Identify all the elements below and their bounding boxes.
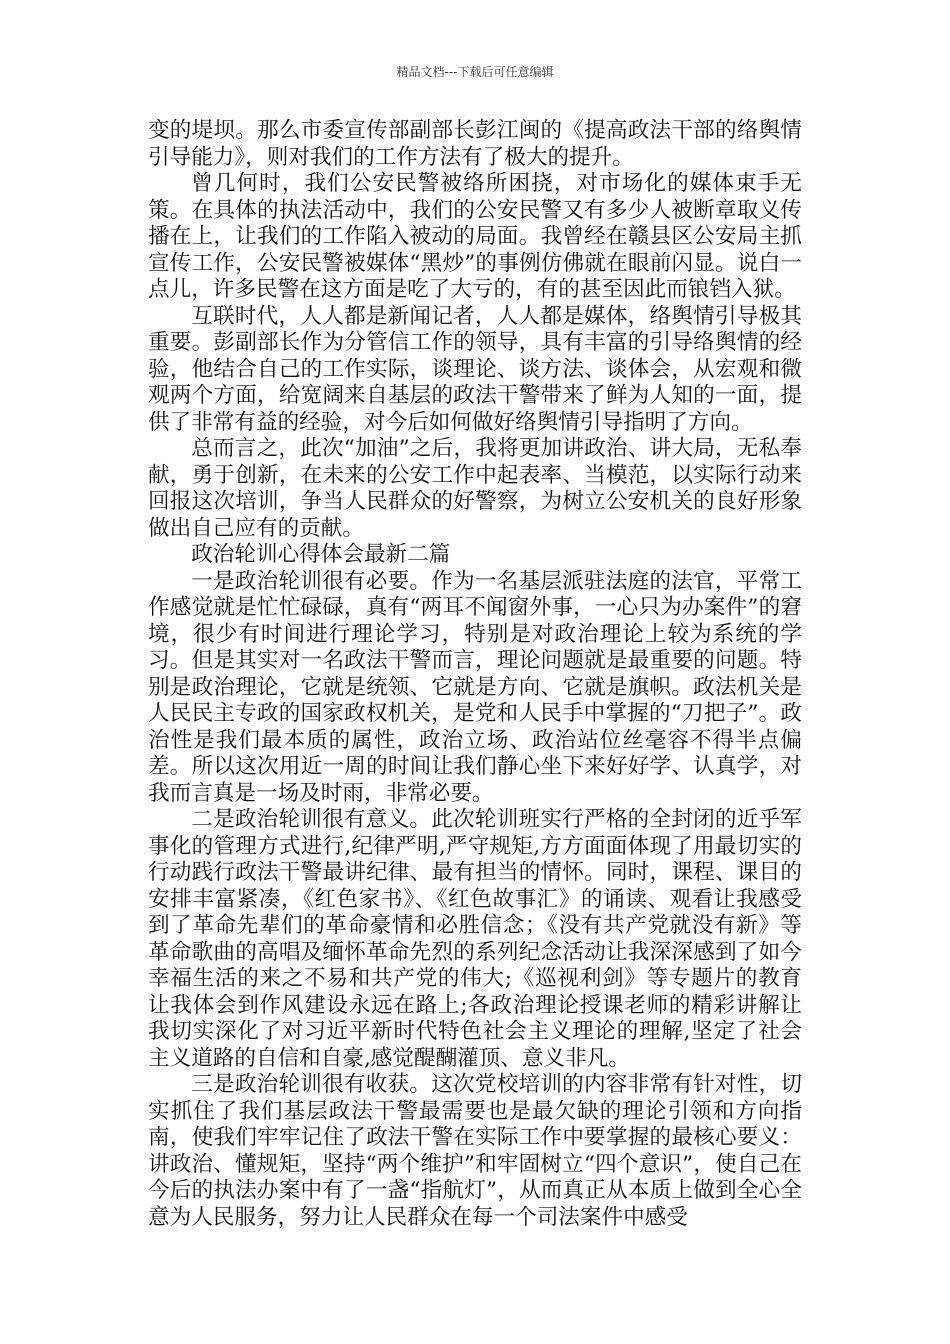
paragraph-4: 总而言之，此次“加油”之后，我将更加讲政治、讲大局，无私奉献，勇于创新，在未来的公安工作中起表率、当模范，以实际行动来回报这次培训，争当人民群众的好警察，为树立公安机关的良好形象做出自己应有的贡献。 (148, 436, 802, 541)
paragraph-3: 互联时代，人人都是新闻记者，人人都是媒体，络舆情引导极其重要。彭副部长作为分管信工作的领导，具有丰富的引导络舆情的经验，他结合自己的工作实际，谈理论、谈方法、谈体会，从宏观和微观两个方面，给宽阔来自基层的政法干警带来了鲜为人知的一面，提供了非常有益的经验，对今后如何做好络舆情引导指明了方向。 (148, 303, 802, 435)
paragraph-1: 变的堤坝。那么市委宣传部副部长彭江闽的《提高政法干部的络舆情引导能力》，则对我们的工作方法有了极大的提升。 (148, 118, 802, 170)
paragraph-6: 二是政治轮训很有意义。此次轮训班实行严格的全封闭的近乎军事化的管理方式进行,纪律严明,严守规矩,方方面面体现了用最切实的行动践行政法干警最讲纪律、最有担当的情怀。同时，课程、课目的安排丰富紧凑，《红色家书》、《红色故事汇》的诵读、观看让我感受到了革命先辈们的革命豪情和必胜信念；《没有共产党就没有新》等革命歌曲的高唱及缅怀革命先烈的系列纪念活动让我深深感到了如今幸福生活的来之不易和共产党的伟大;《巡视利剑》等专题片的教育让我体会到作风建设永远在路上;各政治理论授课老师的精彩讲解让我切实深化了对习近平新时代特色社会主义理论的理解,坚定了社会主义道路的自信和自豪,感觉醍醐灌顶、意义非凡。 (148, 807, 802, 1071)
paragraph-5: 一是政治轮训很有必要。作为一名基层派驻法庭的法官，平常工作感觉就是忙忙碌碌，真有“两耳不闻窗外事，一心只为办案件”的窘境，很少有时间进行理论学习，特别是对政治理论上较为系统的学习。但是其实对一名政法干警而言，理论问题就是最重要的问题。特别是政治理论，它就是统领、它就是方向、它就是旗帜。政法机关是人民民主专政的国家政权机关，是党和人民手中掌握的“刀把子”。政治性是我们最本质的属性，政治立场、政治站位丝毫容不得半点偏差。所以这次用近一周的时间让我们静心坐下来好好学、认真学，对我而言真是一场及时雨，非常必要。 (148, 568, 802, 806)
page-header: 精品文档---下载后可任意编辑 (396, 65, 554, 79)
section-heading: 政治轮训心得体会最新二篇 (191, 542, 451, 567)
paragraph-7: 三是政治轮训很有收获。这次党校培训的内容非常有针对性，切实抓住了我们基层政法干警最需要也是最欠缺的理论引领和方向指南，使我们牢牢记住了政法干警在实际工作中要掌握的最核心要义：讲政治、懂规矩，坚持“两个维护”和牢固树立“四个意识”，使自己在今后的执法办案中有了一盏“指航灯”，从而真正从本质上做到全心全意为人民服务，努力让人民群众在每一个司法案件中感受 (148, 1072, 802, 1230)
paragraph-2: 曾几何时，我们公安民警被络所困挠，对市场化的媒体束手无策。在具体的执法活动中，我们的公安民警又有多少人被断章取义传播在上，让我们的工作陷入被动的局面。我曾经在赣县区公安局主抓宣传工作，公安民警被媒体“黑炒”的事例仿佛就在眼前闪显。说白一点儿，许多民警在这方面是吃了大亏的，有的甚至因此而锒铛入狱。 (148, 171, 802, 302)
document-body (148, 118, 802, 1231)
